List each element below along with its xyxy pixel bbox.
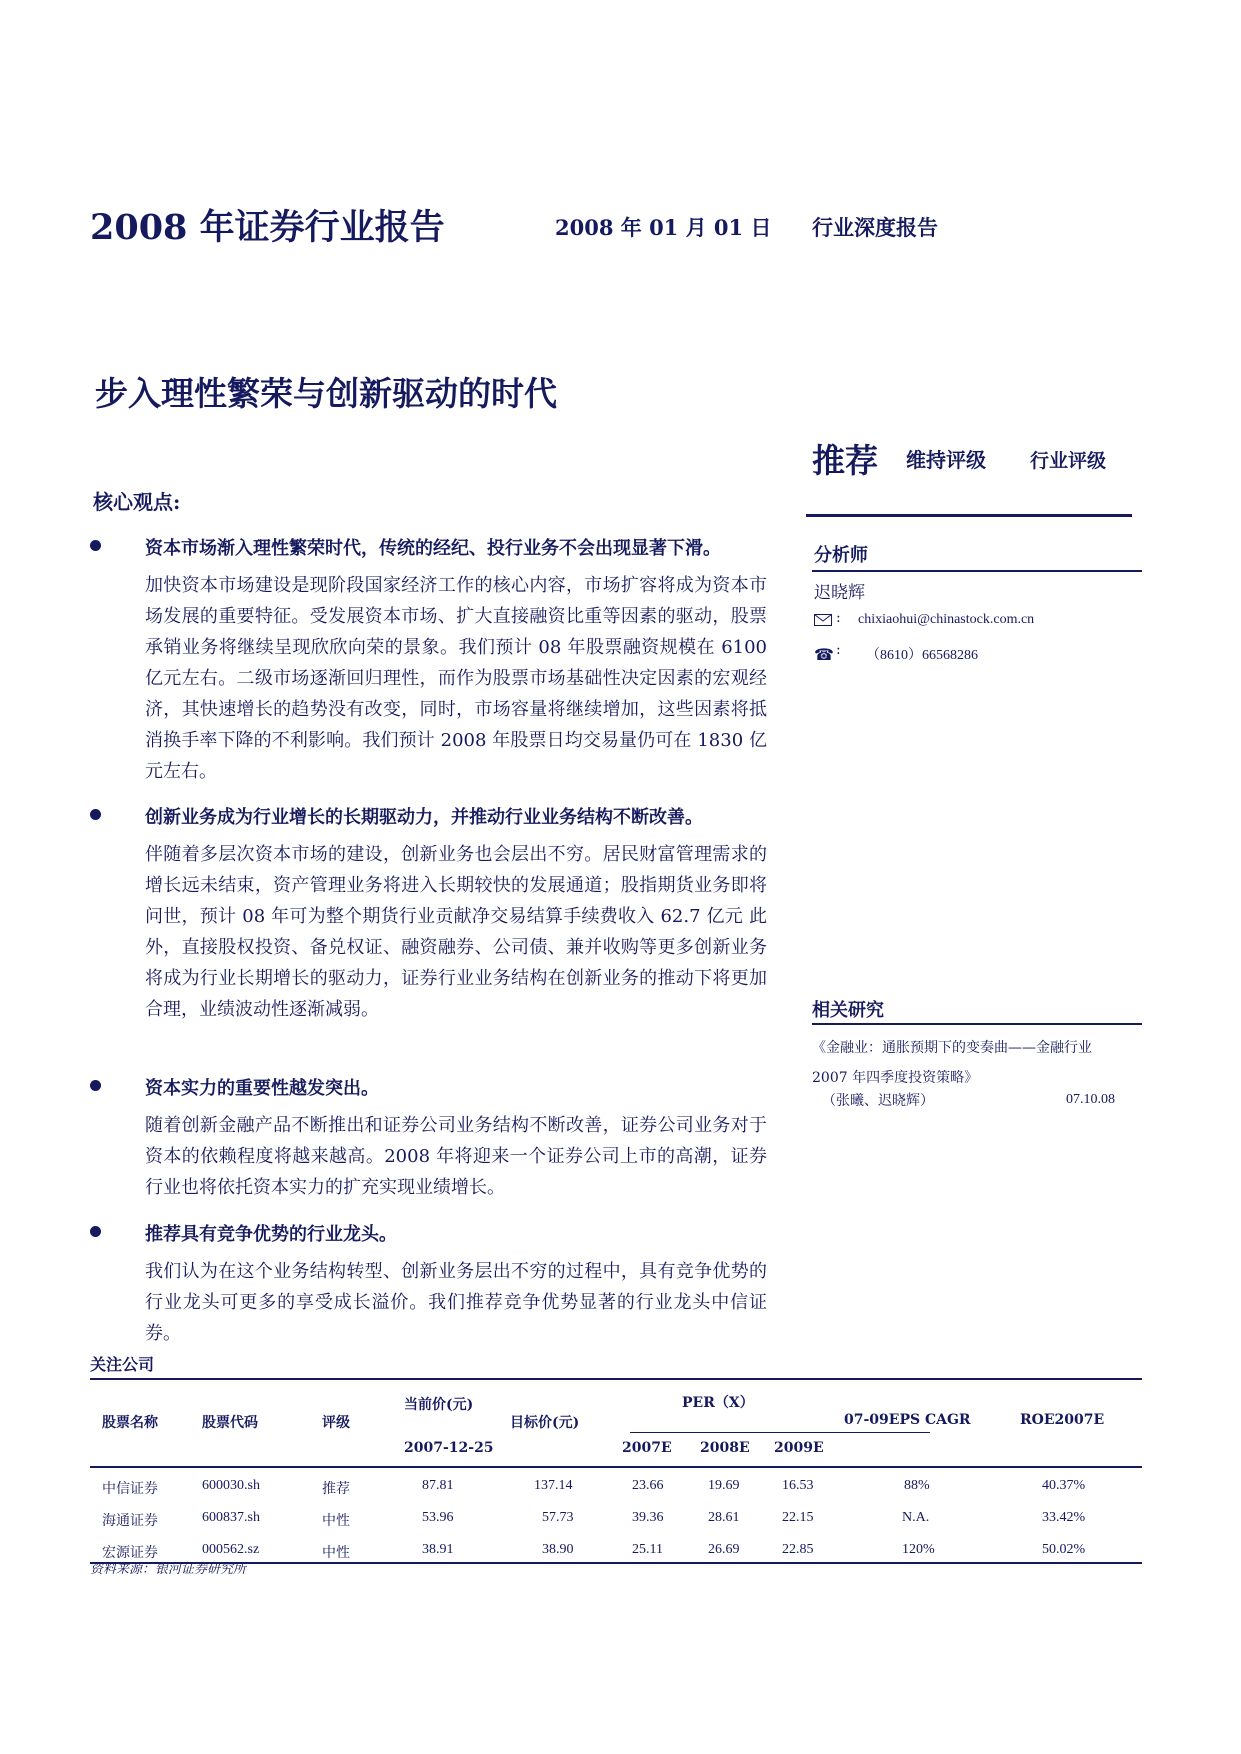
- table-rule: [630, 1432, 930, 1433]
- header-per-2009: 2009E: [774, 1440, 824, 1456]
- core-views-title: 核心观点:: [93, 490, 181, 514]
- cell-rating: 中性: [322, 1545, 350, 1561]
- header-price-date: 2007-12-25: [404, 1440, 494, 1456]
- analyst-name: 迟晓辉: [814, 583, 865, 603]
- cell-per-2009: 16.53: [782, 1478, 814, 1493]
- analyst-email[interactable]: chixiaohui@chinastock.com.cn: [858, 612, 1035, 627]
- cell-rating: 推荐: [322, 1481, 350, 1497]
- report-date: 2008 年 01 月 01 日: [555, 215, 772, 240]
- cell-per-2008: 19.69: [708, 1478, 740, 1493]
- cell-price: 53.96: [422, 1510, 454, 1525]
- cell-per-2009: 22.85: [782, 1542, 814, 1557]
- phone-separator: :: [836, 642, 841, 658]
- related-research-item[interactable]: 《金融业：通胀预期下的变奏曲——金融行业 2007 年四季度投资策略》: [812, 1040, 1092, 1086]
- rating-action: 维持评级: [906, 448, 986, 472]
- header-roe: ROE2007E: [1020, 1412, 1105, 1428]
- cell-price: 38.91: [422, 1542, 454, 1557]
- table-rule: [90, 1466, 1142, 1468]
- bullet-icon: [90, 809, 101, 820]
- cell-code: 000562.sz: [202, 1542, 260, 1557]
- table-rule: [90, 1378, 1142, 1380]
- cell-roe: 50.02%: [1042, 1542, 1086, 1557]
- header-price: 当前价(元): [404, 1397, 474, 1413]
- divider: [812, 570, 1142, 572]
- rating-main: 推荐: [812, 441, 878, 480]
- cell-per-2007: 23.66: [632, 1478, 664, 1493]
- report-title: 2008 年证券行业报告: [90, 207, 445, 248]
- core-point-body: 我们认为在这个业务结构转型、创新业务层出不穷的过程中，具有竞争优势的行业龙头可更多的享受成长溢价。我们推荐竞争优势显著的行业龙头中信证券。: [145, 1261, 767, 1344]
- header-target: 目标价(元): [510, 1415, 580, 1431]
- table-title: 关注公司: [90, 1355, 155, 1374]
- core-point-title: 资本市场渐入理性繁荣时代，传统的经纪、投行业务不会出现显著下滑。: [145, 538, 721, 559]
- cell-per-2009: 22.15: [782, 1510, 814, 1525]
- envelope-icon: [814, 614, 832, 626]
- core-point-title: 资本实力的重要性越发突出。: [145, 1078, 379, 1099]
- cell-per-2008: 28.61: [708, 1510, 740, 1525]
- cell-code: 600837.sh: [202, 1510, 260, 1525]
- report-type: 行业深度报告: [812, 215, 938, 240]
- cell-per-2007: 39.36: [632, 1510, 664, 1525]
- bullet-icon: [90, 1226, 101, 1237]
- cell-name: 宏源证券: [102, 1545, 158, 1561]
- rating-type: 行业评级: [1030, 450, 1107, 472]
- core-point-title: 推荐具有竞争优势的行业龙头。: [145, 1224, 397, 1245]
- core-point-title: 创新业务成为行业增长的长期驱动力，并推动行业业务结构不断改善。: [145, 807, 703, 828]
- cell-roe: 40.37%: [1042, 1478, 1086, 1493]
- cell-cagr: 88%: [904, 1478, 930, 1493]
- header-per: PER（X）: [682, 1395, 754, 1411]
- cell-per-2008: 26.69: [708, 1542, 740, 1557]
- cell-cagr: 120%: [902, 1542, 935, 1557]
- core-point-body: 伴随着多层次资本市场的建设，创新业务也会层出不穷。居民财富管理需求的增长远未结束，资产管理业务将进入长期较快的发展通道；股指期货业务即将问世，预计 08 年可为整个期货行业贡献净交易结算手续费收入 62.7 亿元 此外，直接股权投资、备兑权证、融资融券、公司债、兼并收购等更多创新业务将成为行业长期增长的驱动力，证券行业业务结构在创新业务的推动下将更加合理，业绩波动性逐渐减弱。: [145, 844, 767, 1020]
- table-rule: [90, 1562, 1142, 1564]
- analyst-section-title: 分析师: [814, 545, 868, 566]
- header-code: 股票代码: [202, 1415, 258, 1431]
- cell-cagr: N.A.: [902, 1510, 930, 1525]
- cell-target: 137.14: [534, 1478, 573, 1493]
- related-research-date: 07.10.08: [1066, 1092, 1115, 1107]
- cell-roe: 33.42%: [1042, 1510, 1086, 1525]
- bullet-icon: [90, 1080, 101, 1091]
- core-point-body: 随着创新金融产品不断推出和证券公司业务结构不断改善，证券公司业务对于资本的依赖程度将越来越高。2008 年将迎来一个证券公司上市的高潮，证券行业也将依托资本实力的扩充实现业绩增长。: [145, 1115, 767, 1198]
- source-note: 资料来源：银河证券研究所: [90, 1562, 247, 1577]
- cell-code: 600030.sh: [202, 1478, 260, 1493]
- divider: [812, 1023, 1142, 1025]
- analyst-phone: （8610）66568286: [866, 648, 978, 663]
- divider: [806, 514, 1132, 517]
- bullet-icon: [90, 540, 101, 551]
- email-separator: :: [836, 610, 841, 626]
- header-per-2008: 2008E: [700, 1440, 750, 1456]
- related-research-authors: （张曦、迟晓辉）: [822, 1093, 934, 1109]
- cell-target: 38.90: [542, 1542, 574, 1557]
- telephone-icon: ☎: [814, 645, 834, 664]
- header-cagr: 07-09EPS CAGR: [844, 1412, 971, 1428]
- cell-name: 海通证券: [102, 1513, 158, 1529]
- cell-rating: 中性: [322, 1513, 350, 1529]
- cell-per-2007: 25.11: [632, 1542, 663, 1557]
- headline: 步入理性繁荣与创新驱动的时代: [95, 374, 557, 413]
- cell-price: 87.81: [422, 1478, 454, 1493]
- header-per-2007: 2007E: [622, 1440, 672, 1456]
- related-research-title: 相关研究: [812, 1000, 884, 1021]
- cell-target: 57.73: [542, 1510, 574, 1525]
- cell-name: 中信证券: [102, 1481, 158, 1497]
- header-name: 股票名称: [102, 1415, 158, 1431]
- core-point-body: 加快资本市场建设是现阶段国家经济工作的核心内容，市场扩容将成为资本市场发展的重要特征。受发展资本市场、扩大直接融资比重等因素的驱动，股票承销业务将继续呈现欣欣向荣的景象。我们预计 08 年股票融资规模在 6100 亿元左右。二级市场逐渐回归理性，而作为股票市场基础性决定因素的宏观经济，其快速增长的趋势没有改变，同时，市场容量将继续增加，这些因素将抵消换手率下降的不利影响。我们预计 2008 年股票日均交易量仍可在 1830 亿元左右。: [145, 575, 767, 782]
- header-rating: 评级: [322, 1415, 350, 1431]
